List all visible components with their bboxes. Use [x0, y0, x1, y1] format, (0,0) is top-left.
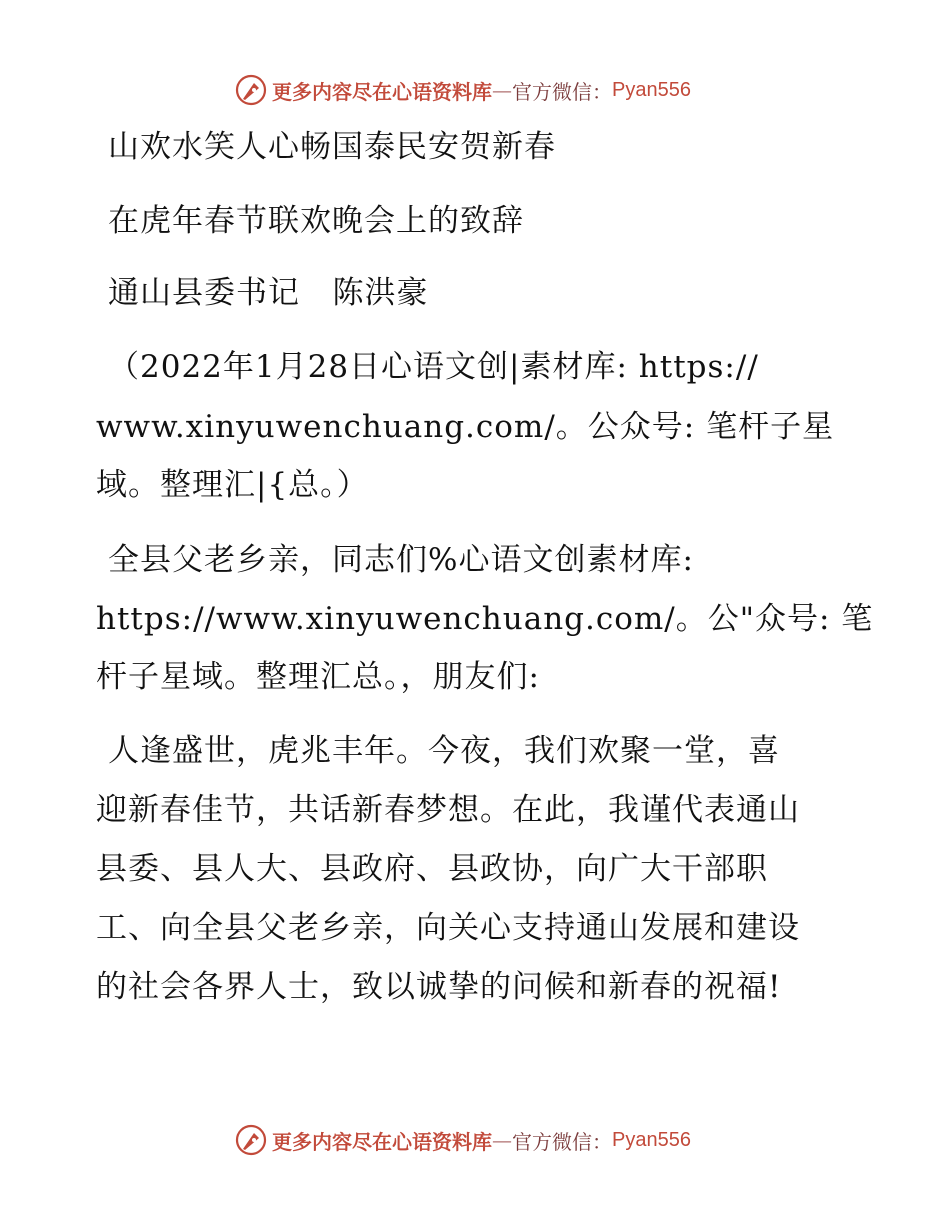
watermark-wechat-id: Pyan556: [612, 78, 691, 101]
watermark-official-label: 官方微信：: [512, 1129, 612, 1154]
greeting-line: https://www.xinyuwenchuang.com/。公"众号: 笔: [96, 601, 874, 637]
watermark-wechat-id: Pyan556: [612, 1128, 691, 1151]
pen-nib-logo-icon: [234, 73, 268, 107]
watermark-official-label: 官方微信：: [512, 79, 612, 104]
document-title: 山欢水笑人心畅国泰民安贺新春: [108, 129, 556, 165]
watermark-brand: 更多内容尽在心语资料库: [272, 79, 492, 104]
pen-nib-logo-icon: [234, 1123, 268, 1157]
footer-watermark: [234, 1122, 734, 1158]
greeting-line: 全县父老乡亲，同志们%心语文创素材库:: [108, 542, 694, 578]
document-subtitle: 在虎年春节联欢晚会上的致辞: [108, 203, 524, 239]
watermark-brand: 更多内容尽在心语资料库: [272, 1129, 492, 1154]
header-watermark: [234, 72, 734, 108]
greeting-line: 杆子星域。整理汇总。，朋友们:: [96, 659, 540, 695]
watermark-separator: —: [492, 1128, 512, 1152]
paragraph-line: 人逢盛世，虎兆丰年。今夜，我们欢聚一堂，喜: [108, 733, 780, 769]
source-line: www.xinyuwenchuang.com/。公众号: 笔杆子星: [96, 409, 835, 445]
source-line: （2022年1月28日心语文创|素材库: https://: [108, 349, 759, 385]
paragraph-line: 迎新春佳节，共话新春梦想。在此，我谨代表通山: [96, 792, 800, 828]
document-author: 通山县委书记 陈洪豪: [108, 275, 429, 311]
paragraph-line: 工、向全县父老乡亲，向关心支持通山发展和建设: [96, 910, 800, 946]
paragraph-line: 县委、县人大、县政府、县政协，向广大干部职: [96, 851, 768, 887]
watermark-separator: —: [492, 78, 512, 102]
source-line: 域。整理汇|{总。）: [96, 467, 369, 503]
paragraph-line: 的社会各界人士，致以诚挚的问候和新春的祝福!: [96, 969, 782, 1005]
